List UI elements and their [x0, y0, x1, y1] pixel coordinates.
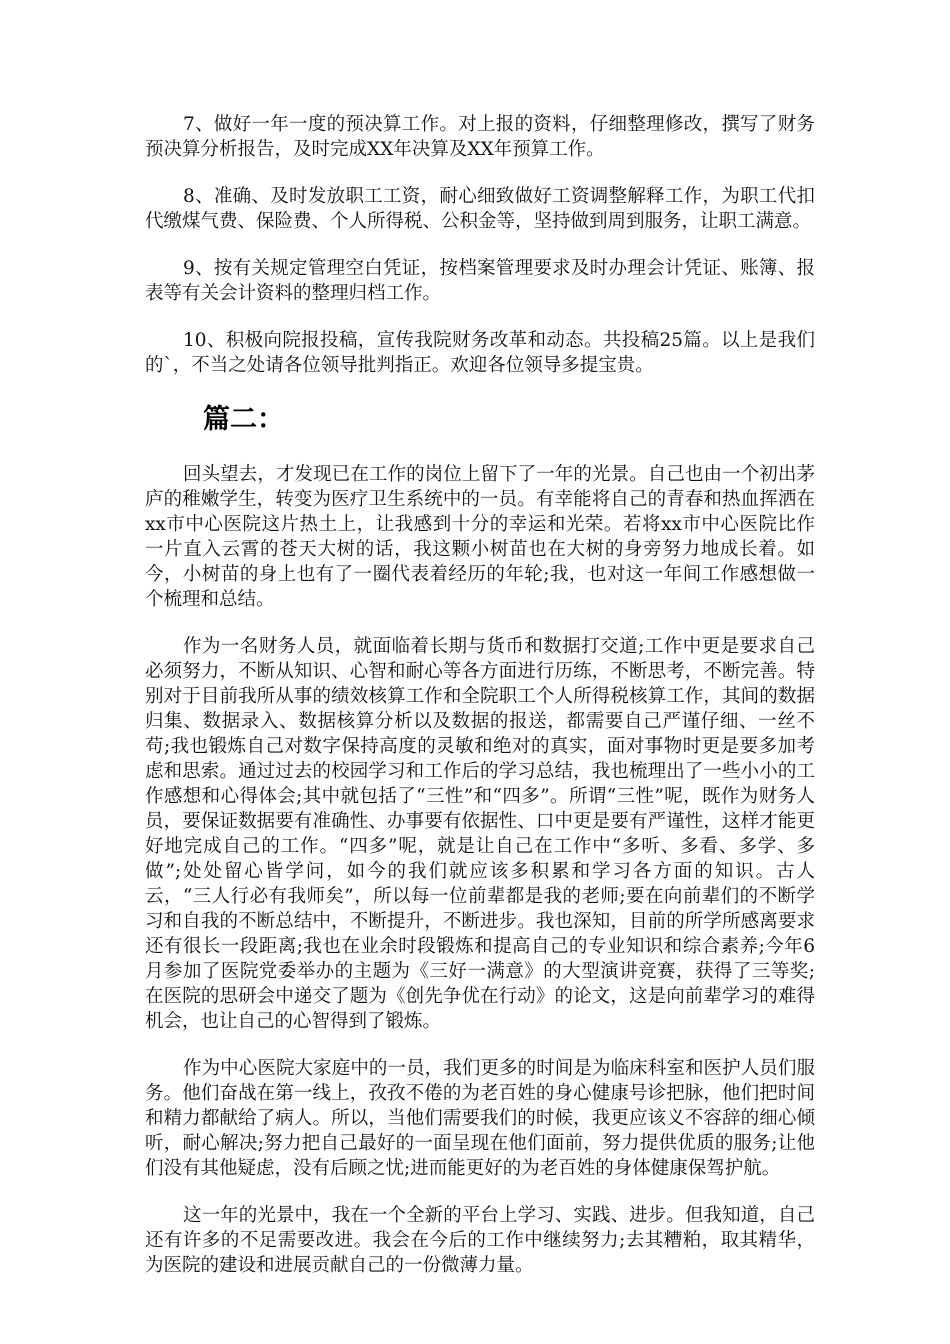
paragraph-item-10: 10、积极向院报投稿，宣传我院财务改革和动态。共投稿25篇。以上是我们的`，不当之处请各位领导批判指正。欢迎各位领导多提宝贵。 — [145, 330, 815, 376]
paragraph-service: 作为中心医院大家庭中的一员，我们更多的时间是为临床科室和医护人员们服务。他们奋战在第一线上，孜孜不倦的为老百姓的身心健康号诊把脉，他们把时间和精力都献给了病人。所以，当他们需要我们的时候，我更应该义不容辞的细心倾听，耐心解决;努力把自己最好的一面呈现在他们面前，努力提供优质的服务;让他们没有其他疑虑，没有后顾之忧;进而能更好的为老百姓的身体健康保驾护航。 — [145, 1058, 815, 1179]
paragraph-item-8: 8、准确、及时发放职工工资，耐心细致做好工资调整解释工作，为职工代扣代缴煤气费、保险费、个人所得税、公积金等，坚持做到周到服务，让职工满意。 — [145, 186, 815, 232]
document-body — [145, 112, 815, 1300]
paragraph-finance-work: 作为一名财务人员，就面临着长期与货币和数据打交道;工作中更是要求自己必须努力，不断从知识、心智和耐心等各方面进行历练，不断思考，不断完善。特别对于目前我所从事的绩效核算工作和全院职工个人所得税核算工作，其间的数据归集、数据录入、数据核算分析以及数据的报送，都需要自己严谨仔细、一丝不苟;我也锻炼自己对数字保持高度的灵敏和绝对的真实，面对事物时更是要多加考虑和思索。通过过去的校园学习和工作后的学习总结，我也梳理出了一些小小的工作感想和心得体会;其中就包括了“三性”和“四多”。所谓“三性”呢，既作为财务人员，要保证数据要有准确性、办事要有依据性、口中更是要有严谨性，这样才能更好地完成自己的工作。“四多”呢，就是让自己在工作中“多听、多看、多学、多做”;处处留心皆学问，如今的我们就应该多积累和学习各方面的知识。古人云，“三人行必有我师矣”，所以每一位前辈都是我的老师;要在向前辈们的不断学习和自我的不断总结中，不断提升，不断进步。我也深知，目前的所学所感离要求还有很长一段距离;我也在业余时段锻炼和提高自己的专业知识和综合素养;今年6月参加了医院党委举办的主题为《三好一满意》的大型演讲竞赛，获得了三等奖;在医院的思研会中递交了题为《创先争优在行动》的论文，这是向前辈学习的难得机会，也让自己的心智得到了锻炼。 — [145, 636, 815, 1032]
paragraph-intro: 回头望去，才发现已在工作的岗位上留下了一年的光景。自己也由一个初出茅庐的稚嫩学生，转变为医疗卫生系统中的一员。有幸能将自己的青春和热血挥洒在xx市中心医院这片热土上，让我感到十分的幸运和光荣。若将xx市中心医院比作一片直入云霄的苍天大树的话，我这颗小树苗也在大树的身旁努力地成长着。如今，小树苗的身上也有了一圈代表着经历的年轮;我，也对这一年间工作感想做一个梳理和总结。 — [145, 464, 815, 610]
paragraph-conclusion: 这一年的光景中，我在一个全新的平台上学习、实践、进步。但我知道，自己还有许多的不足需要改进。我会在今后的工作中继续努力;去其糟粕，取其精华，为医院的建设和进展贡献自己的一份微薄力量。 — [145, 1205, 815, 1276]
paragraph-item-7: 7、做好一年一度的预决算工作。对上报的资料，仔细整理修改，撰写了财务预决算分析报告，及时完成XX年决算及XX年预算工作。 — [145, 114, 815, 160]
paragraph-item-9: 9、按有关规定管理空白凭证，按档案管理要求及时办理会计凭证、账簿、报表等有关会计资料的整理归档工作。 — [145, 258, 815, 304]
section-heading: 篇二： — [203, 404, 284, 435]
